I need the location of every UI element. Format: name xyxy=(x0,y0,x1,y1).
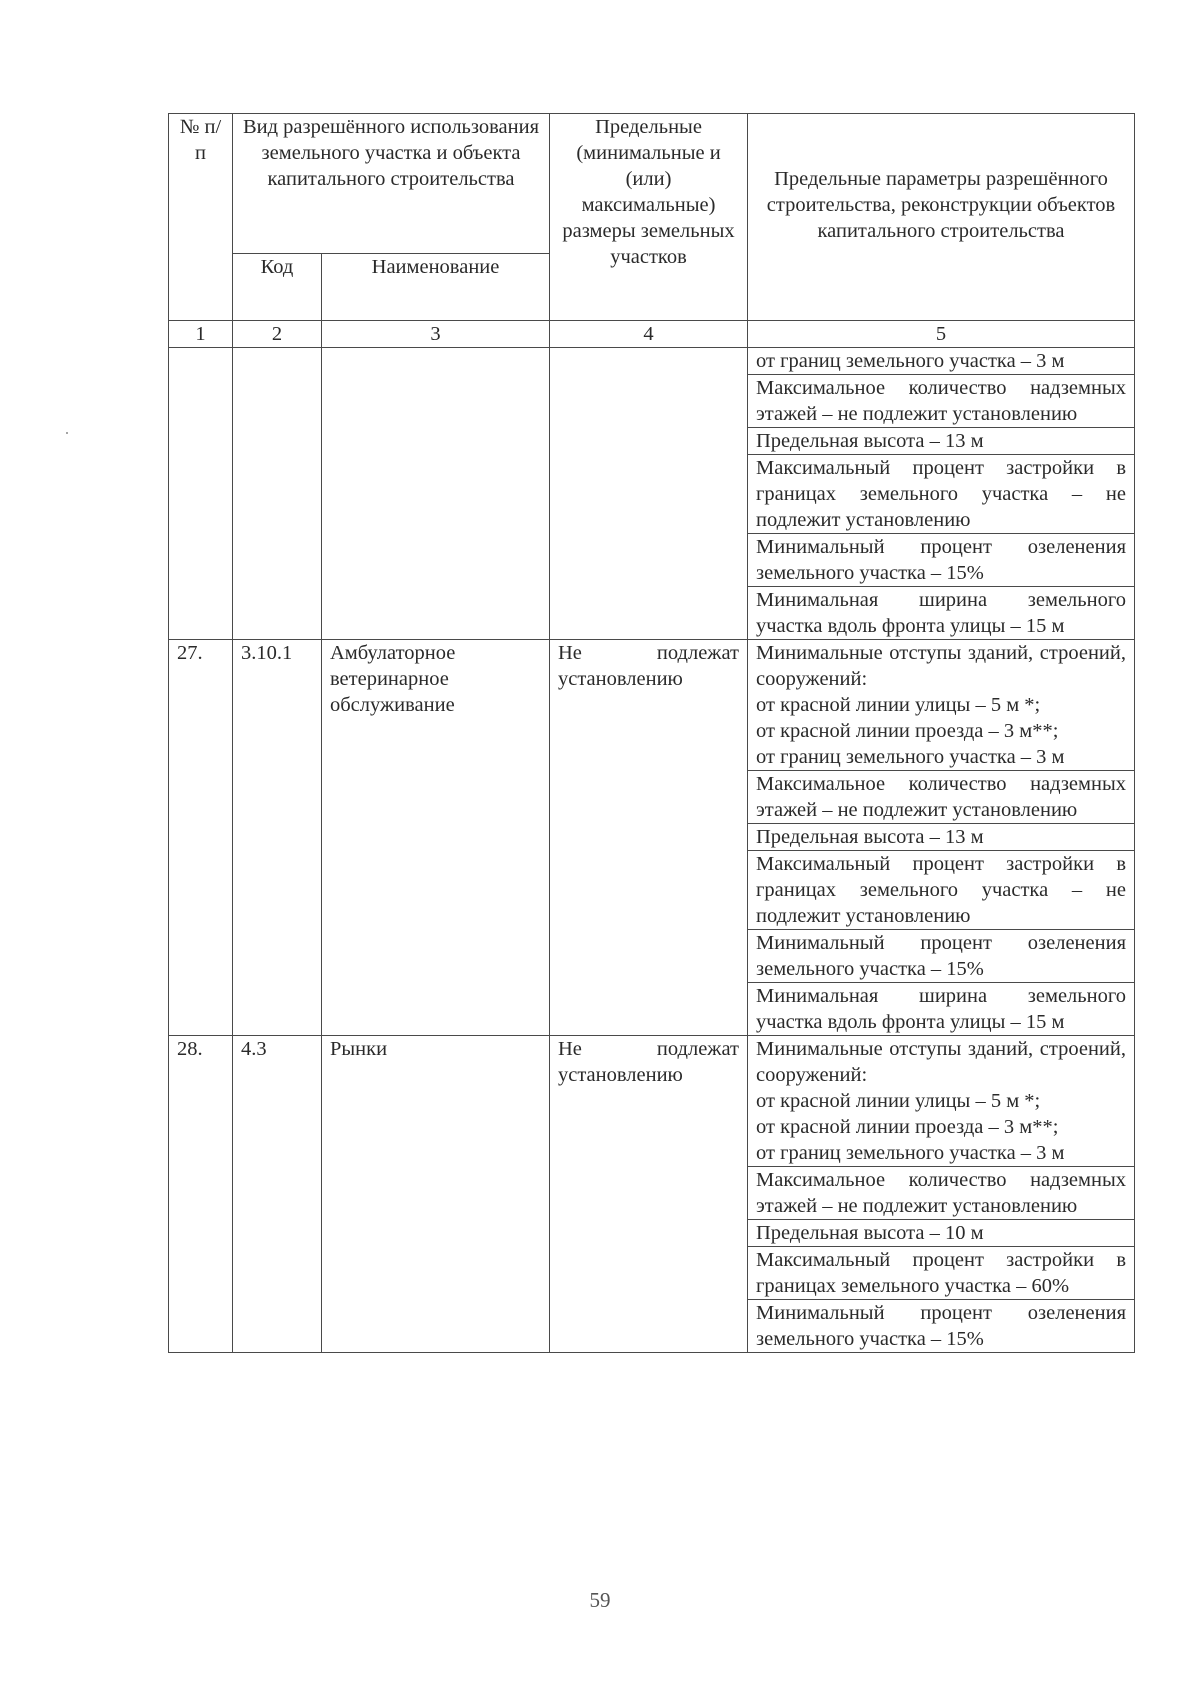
row-number: 27. xyxy=(169,640,233,1036)
setback-plot: от границ земельного участка – 3 м xyxy=(756,1142,1065,1164)
column-number: 1 xyxy=(169,321,233,348)
row-number: 28. xyxy=(169,1036,233,1353)
param-height: Предельная высота – 13 м xyxy=(748,824,1135,851)
setback-street: от красной линии улицы – 5 м *; xyxy=(756,694,1041,716)
setback-plot: от границ земельного участка – 3 м xyxy=(756,746,1065,768)
param-greenery: Минимальный процент озеленения земельного участка – 15% xyxy=(748,534,1135,587)
cell-empty xyxy=(233,348,322,640)
param-greenery: Минимальный процент озеленения земельного участка – 15% xyxy=(748,930,1135,983)
use-code: 3.10.1 xyxy=(233,640,322,1036)
column-number-row xyxy=(169,321,1135,348)
continued-row xyxy=(169,348,1135,375)
page-number: 59 xyxy=(589,1588,611,1612)
scan-speck xyxy=(66,432,68,434)
use-name: Рынки xyxy=(322,1036,550,1353)
use-code: 4.3 xyxy=(233,1036,322,1353)
column-number: 4 xyxy=(550,321,748,348)
setbacks-heading: Минимальные отступы зданий, строений, сооружений: xyxy=(756,642,1126,690)
param-coverage: Максимальный процент застройки в границах земельного участка – не подлежит установлению xyxy=(748,455,1135,534)
param-frontage: Минимальная ширина земельного участка вдоль фронта улицы – 15 м xyxy=(748,587,1135,640)
header-row xyxy=(169,114,1135,254)
param-greenery: Минимальный процент озеленения земельного участка – 15% xyxy=(748,1300,1135,1353)
column-number: 2 xyxy=(233,321,322,348)
param-coverage: Максимальный процент застройки в границах земельного участка – не подлежит установлению xyxy=(748,851,1135,930)
setback-street: от красной линии улицы – 5 м *; xyxy=(756,1090,1041,1112)
header-build-params: Предельные параметры разрешённого строительства, реконструкции объектов капитального строительства xyxy=(748,114,1135,321)
param-floors: Максимальное количество надземных этажей – не подлежит установлению xyxy=(748,771,1135,824)
setback-driveway: от красной линии проезда – 3 м**; xyxy=(756,1116,1059,1138)
column-number: 3 xyxy=(322,321,550,348)
table-row xyxy=(169,1036,1135,1167)
header-name: Наименование xyxy=(322,253,550,320)
param-setbacks xyxy=(748,640,1135,771)
header-number: № п/п xyxy=(169,114,233,321)
zoning-parameters-table xyxy=(168,113,1135,1353)
param-frontage: Минимальная ширина земельного участка вдоль фронта улицы – 15 м xyxy=(748,983,1135,1036)
setbacks-heading: Минимальные отступы зданий, строений, сооружений: xyxy=(756,1038,1126,1086)
header-permitted-use: Вид разрешённого использования земельного участка и объекта капитального строительства xyxy=(233,114,550,254)
cell-empty xyxy=(169,348,233,640)
cell-empty xyxy=(550,348,748,640)
param-setbacks xyxy=(748,1036,1135,1167)
param-setback-plot: от границ земельного участка – 3 м xyxy=(748,348,1135,375)
plot-sizes: Не подлежат установлению xyxy=(550,1036,748,1353)
column-number: 5 xyxy=(748,321,1135,348)
param-floors: Максимальное количество надземных этажей – не подлежит установлению xyxy=(748,375,1135,428)
cell-empty xyxy=(322,348,550,640)
param-coverage: Максимальный процент застройки в границах земельного участка – 60% xyxy=(748,1247,1135,1300)
param-floors: Максимальное количество надземных этажей – не подлежит установлению xyxy=(748,1167,1135,1220)
plot-sizes: Не подлежат установлению xyxy=(550,640,748,1036)
param-height: Предельная высота – 10 м xyxy=(748,1220,1135,1247)
header-plot-sizes: Предельные (минимальные и (или) максимальные) размеры земельных участков xyxy=(550,114,748,321)
setback-driveway: от красной линии проезда – 3 м**; xyxy=(756,720,1059,742)
table-row xyxy=(169,640,1135,771)
param-height: Предельная высота – 13 м xyxy=(748,428,1135,455)
use-name: Амбулаторное ветеринарное обслуживание xyxy=(322,640,550,1036)
header-code: Код xyxy=(233,253,322,320)
